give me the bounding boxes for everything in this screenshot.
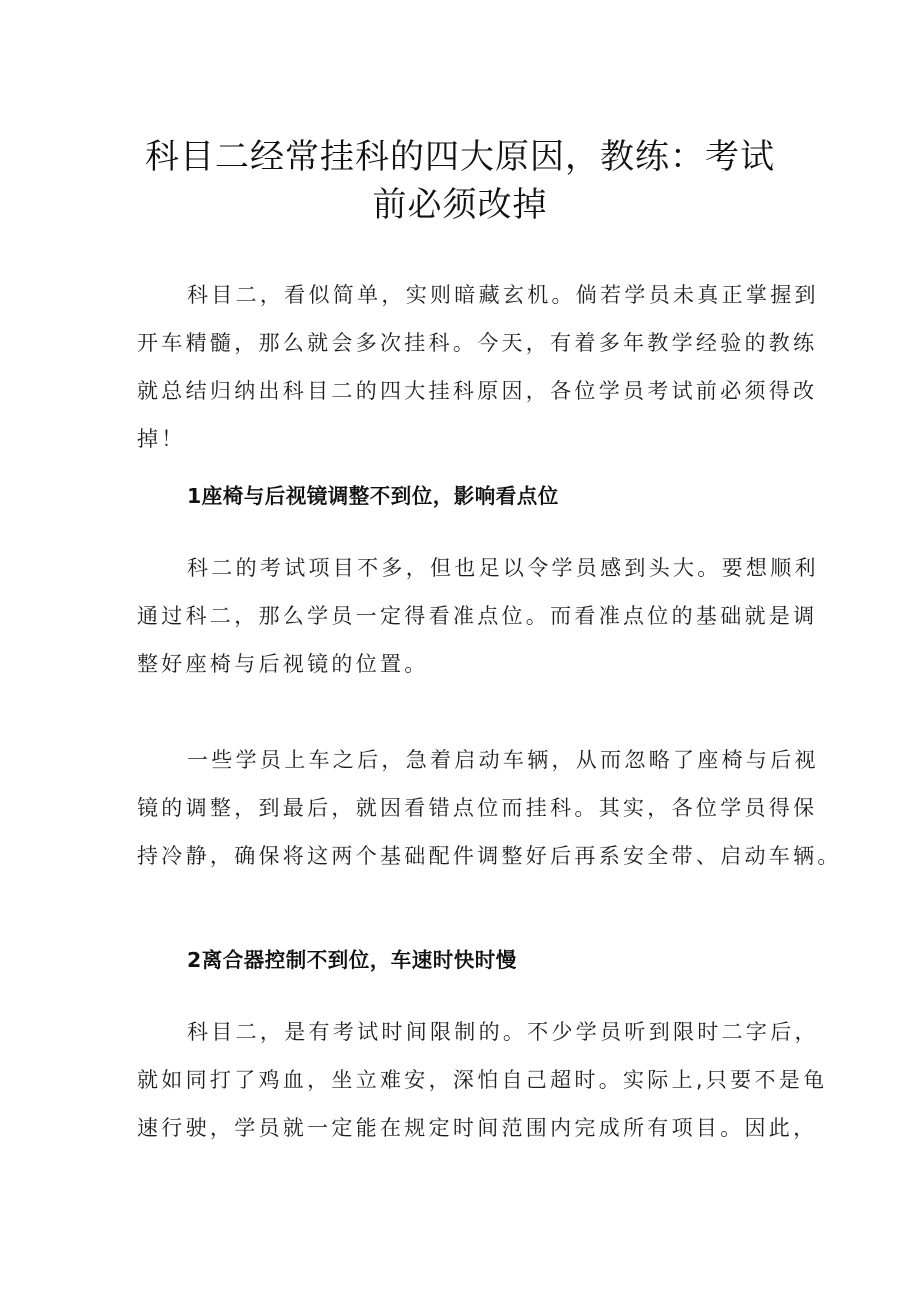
section-1-para-2-line-3: 持冷静，确保将这两个基础配件调整好后再系安全带、启动车辆。 [137,844,842,868]
article-title-line-1: 科目二经常挂科的四大原因，教练：考试 [145,137,775,177]
section-2-para-1-line-3: 速行驶，学员就一定能在规定时间范围内完成所有项目。因此， [137,1116,818,1140]
section-1-heading: 1座椅与后视镜调整不到位，影响看点位 [187,484,559,508]
section-2-heading: 2离合器控制不到位，车速时快时慢 [187,948,517,972]
section-2-para-1-line-1: 科目二，是有考试时间限制的。不少学员听到限时二字后， [187,1020,819,1044]
section-1-para-2-line-2: 镜的调整，到最后，就因看错点位而挂科。其实，各位学员得保 [137,796,818,820]
intro-line-1: 科目二，看似简单，实则暗藏玄机。倘若学员未真正掌握到 [187,283,819,307]
section-2-para-1-line-2: 就如同打了鸡血，坐立难安，深怕自己超时。实际上,只要不是龟 [137,1068,828,1092]
section-1-para-1-line-3: 整好座椅与后视镜的位置。 [137,652,429,676]
section-1-para-1-line-2: 通过科二，那么学员一定得看准点位。而看准点位的基础就是调 [137,604,818,628]
section-1-para-2-line-1: 一些学员上车之后，急着启动车辆，从而忽略了座椅与后视 [187,748,819,772]
intro-line-4: 掉！ [137,427,186,451]
intro-line-3: 就总结归纳出科目二的四大挂科原因，各位学员考试前必须得改 [137,379,818,403]
section-1-para-1-line-1: 科二的考试项目不多，但也足以令学员感到头大。要想顺利 [187,556,819,580]
article-title-line-2: 前必须改掉 [372,185,548,225]
intro-line-2: 开车精髓，那么就会多次挂科。今天，有着多年教学经验的教练 [137,331,818,355]
